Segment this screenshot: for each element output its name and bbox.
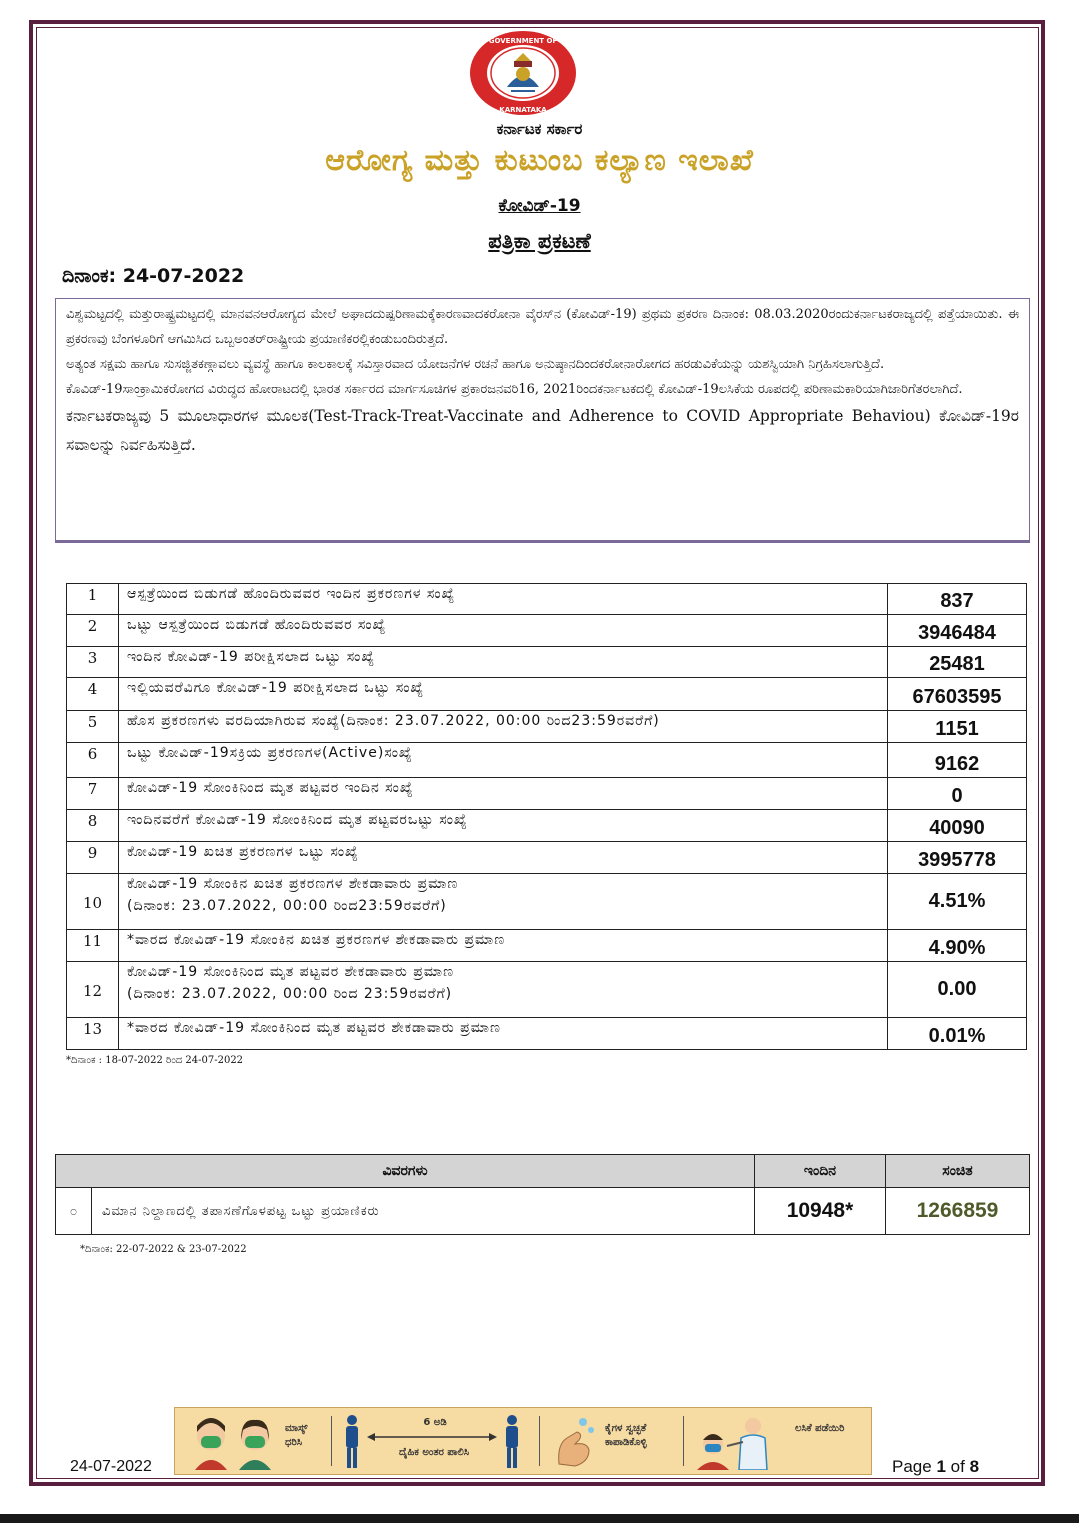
row-value: 1151 [888,711,1027,743]
divider [683,1416,684,1466]
row-description: ಇಂದಿನ ಕೋವಿಡ್-19 ಪರೀಕ್ಷಿಸಲಾದ ಒಟ್ಟು ಸಂಖ್ಯೆ [119,647,888,678]
row-value: 25481 [888,647,1027,678]
vaccination-icon [693,1414,779,1470]
intro-paragraph-3: ಕೊವಿಡ್-19ಸಾಂಕ್ರಾಮಿಕರೋಗದ ವಿರುದ್ಧದ ಹೋರಾಟದಲ್ಲಿ ಭಾರತ ಸರ್ಕಾರದ ಮಾರ್ಗಸೂಚಿಗಳ ಪ್ರಕಾರಜನವರಿ16, 2021ರಿಂದಕರ್ನಾಟಕದಲ್ಲಿ ಕೋವಿಡ್-19ಲಸಿಕೆಯ ರೂಪದಲ್ಲಿ ಪರಿಣಾಮಕಾರಿಯಾಗಿಜಾರಿಗೆತರಲಾಗಿದೆ. [66,382,963,397]
table-row [67,810,1027,842]
cumulative-value: 1266859 [886,1188,1030,1235]
row-value: 3995778 [888,842,1027,874]
seal-text-bottom: KARNATAKA [499,106,547,114]
airport-screening-table [55,1154,1030,1235]
hands-label: ಕೈಗಳ ಸ್ವಚ್ಛತೆ ಕಾಪಾಡಿಕೊಳ್ಳಿ [605,1423,647,1448]
statistics-table [66,583,1027,1050]
intro-paragraph-4: ಕರ್ನಾಟಕರಾಜ್ಯವು 5 ಮೂಲಾಧಾರಗಳ ಮೂಲಕ(Test-Track-Treat-Vaccinate and Adherence to COVID Appropriate Behaviou) ಕೋವಿಡ್-19ರ ಸವಾಲನ್ನು ನಿರ್ವಹಿಸುತ್ತಿದೆ. [66,407,1019,454]
row-value: 0.01% [888,1018,1027,1050]
row-description-line-2: (ದಿನಾಂಕ: 23.07.2022, 00:00 ರಿಂದ23:59ರವರೆಗೆ) [127,898,447,914]
row-value: 0.00 [888,962,1027,1018]
row-description: ಒಟ್ಟು ಆಸ್ಪತ್ರೆಯಿಂದ ಬಿಡುಗಡೆ ಹೊಂದಿರುವವರ ಸಂಖ್ಯೆ [119,615,888,647]
intro-paragraph-1: ವಿಶ್ವಮಟ್ಟದಲ್ಲಿ ಮತ್ತುರಾಷ್ಟ್ರಮಟ್ಟದಲ್ಲಿ ಮಾನವನಆರೋಗ್ಯದ ಮೇಲೆ ಅಘಾದದುಷ್ಪರಿಣಾಮಕ್ಕೆಕಾರಣವಾದಕರೋನಾ ವೈರಸ್‌ನ (ಕೋವಿಡ್-19) ಪ್ರಥಮ ಪ್ರಕರಣ ದಿನಾಂಕ: 08.03.2020ರಂದುಕರ್ನಾಟಕರಾಜ್ಯದಲ್ಲಿ ಪತ್ತೆಯಾಯಿತು. ಈ ಪ್ರಕರಣವು ಬೆಂಗಳೂರಿಗೆ ಆಗಮಿಸಿದ ಒಬ್ಬಅಂತರ್‌ರಾಷ್ಟ್ರೀಯ ಪ್ರಯಾಣಿಕರಲ್ಲಿಕಂಡುಬಂದಿರುತ್ತದೆ. [66,307,1019,347]
table-row [67,1018,1027,1050]
table-row [56,1188,1030,1235]
row-value: 67603595 [888,678,1027,711]
seal-text-top: GOVERNMENT OF [488,37,558,45]
row-description: ಕೋವಿಡ್-19 ಸೋಂಕಿನಿಂದ ಮೃತ ಪಟ್ಟವರ ಇಂದಿನ ಸಂಖ್ಯೆ [119,778,888,810]
table-row [67,842,1027,874]
row-number: ೦ [56,1188,92,1235]
person-right-icon [501,1414,523,1470]
footer-date: 24-07-2022 [70,1458,152,1475]
header-today: ಇಂದಿನ [755,1155,886,1188]
table-row [67,615,1027,647]
covid-heading: ಕೋವಿಡ್-19 [498,196,581,216]
weekly-footnote: *ದಿನಾಂಕ : 18-07-2022 ರಿಂದ 24-07-2022 [66,1055,244,1066]
vaccine-label: ಲಸಿಕೆ ಪಡೆಯಿರಿ [795,1423,845,1434]
divider [539,1416,540,1466]
mask-label: ಮಾಸ್ಕ್ ಧರಿಸಿ [285,1423,308,1448]
row-description: ಆಸ್ಪತ್ರೆಯಿಂದ ಬಿಡುಗಡೆ ಹೊಂದಿರುವವರ ಇಂದಿನ ಪ್ರಕರಣಗಳ ಸಂಖ್ಯೆ [119,584,888,615]
press-release-heading: ಪತ್ರಿಕಾ ಪ್ರಕಟಣೆ [488,229,591,253]
row-value: 40090 [888,810,1027,842]
row-description: *ವಾರದ ಕೋವಿಡ್-19 ಸೋಂಕಿನಿಂದ ಮೃತ ಪಟ್ಟವರ ಶೇಕಡಾವಾರು ಪ್ರಮಾಣ [119,1018,888,1050]
mask-faces-icon [189,1414,279,1470]
of-word: of [950,1457,965,1476]
row-description: ವಿಮಾನ ನಿಲ್ದಾಣದಲ್ಲಿ ತಪಾಸಣೆಗೊಳಪಟ್ಟ ಒಟ್ಟು ಪ್ರಯಾಣಿಕರು [92,1188,755,1235]
row-description [119,874,888,930]
table-row [67,711,1027,743]
row-value: 3946484 [888,615,1027,647]
table-row [67,930,1027,962]
row-description [119,962,888,1018]
header-cumulative: ಸಂಚಿತ [886,1155,1030,1188]
airport-footnote: *ದಿನಾಂಕ: 22-07-2022 & 23-07-2022 [80,1244,247,1255]
row-number: 5 [67,711,119,743]
row-description: ಒಟ್ಟು ಕೋವಿಡ್-19ಸಕ್ರಿಯ ಪ್ರಕರಣಗಳ(Active)ಸಂಖ್ಯೆ [119,743,888,778]
row-number: 12 [67,962,119,1018]
row-description-line-2: (ದಿನಾಂಕ: 23.07.2022, 00:00 ರಿಂದ 23:59ರವರೆಗೆ) [127,986,453,1002]
row-number: 3 [67,647,119,678]
row-number: 2 [67,615,119,647]
table-row [67,874,1027,930]
karnataka-seal-logo [467,29,579,117]
distance-label: ದೈಹಿಕ ಅಂತರ ಪಾಲಿಸಿ [398,1447,470,1458]
row-description: ಹೊಸ ಪ್ರಕರಣಗಳು ವರದಿಯಾಗಿರುವ ಸಂಖ್ಯೆ(ದಿನಾಂಕ: 23.07.2022, 00:00 ರಿಂದ23:59ರವರೆಗೆ) [119,711,888,743]
page-word: Page [892,1457,932,1476]
row-number: 13 [67,1018,119,1050]
person-left-icon [341,1414,363,1470]
row-number: 10 [67,874,119,930]
table-row [67,778,1027,810]
release-date: ದಿನಾಂಕ: 24-07-2022 [62,265,245,287]
divider [331,1416,332,1466]
header-details: ವಿವರಗಳು [56,1155,755,1188]
row-value: 9162 [888,743,1027,778]
table-row [67,678,1027,711]
government-name: ಕರ್ನಾಟಕ ಸರ್ಕಾರ [496,120,583,138]
department-title: ಆರೋಗ್ಯ ಮತ್ತು ಕುಟುಂಬ ಕಲ್ಯಾಣ ಇಲಾಖೆ [325,143,754,178]
table-row [67,647,1027,678]
row-value: 837 [888,584,1027,615]
row-description: ಇಲ್ಲಿಯವರೆವಿಗೂ ಕೋವಿಡ್-19 ಪರೀಕ್ಷಿಸಲಾದ ಒಟ್ಟು ಸಂಖ್ಯೆ [119,678,888,711]
today-value: 10948* [755,1188,886,1235]
distance-feet-label: 6 ಅಡಿ [423,1417,447,1428]
row-description: ಇಂದಿನವರೆಗೆ ಕೋವಿಡ್-19 ಸೋಂಕಿನಿಂದ ಮೃತ ಪಟ್ಟವರಒಟ್ಟು ಸಂಖ್ಯೆ [119,810,888,842]
page-indicator [892,1457,979,1477]
table-header-row [56,1155,1030,1188]
table-row [67,962,1027,1018]
distance-arrow-icon [367,1432,497,1442]
row-description: ಕೋವಿಡ್-19 ಖಚಿತ ಪ್ರಕರಣಗಳ ಒಟ್ಟು ಸಂಖ್ಯೆ [119,842,888,874]
row-number: 9 [67,842,119,874]
row-number: 6 [67,743,119,778]
row-description: *ವಾರದ ಕೋವಿಡ್-19 ಸೋಂಕಿನ ಖಚಿತ ಪ್ರಕರಣಗಳ ಶೇಕಡಾವಾರು ಪ್ರಮಾಣ [119,930,888,962]
row-number: 4 [67,678,119,711]
row-number: 11 [67,930,119,962]
page-total: 8 [969,1457,980,1476]
page-number: 1 [936,1457,946,1476]
table-row [67,743,1027,778]
table-row [67,584,1027,615]
row-number: 1 [67,584,119,615]
bottom-edge [0,1514,1079,1523]
intro-paragraph-2: ಅತ್ಯಂತ ಸಕ್ಷಮ ಹಾಗೂ ಸುಸಜ್ಜಿತಕಣ್ಗಾವಲು ವ್ಯವಸ್ಥೆ ಹಾಗೂ ಕಾಲಕಾಲಕ್ಕೆ ಸವಿಸ್ತಾರವಾದ ಯೋಜನೆಗಳ ರಚನೆ ಹಾಗೂ ಅನುಷ್ಠಾನದಿಂದಕರೋನಾರೋಗದ ಹರಡುವಿಕೆಯನ್ನು ಯಶಸ್ವಿಯಾಗಿ ನಿಗ್ರಹಿಸಲಾಗುತ್ತಿದೆ. [66,357,885,372]
row-description-line-1: ಕೋವಿಡ್-19 ಸೋಂಕಿನ ಖಚಿತ ಪ್ರಕರಣಗಳ ಶೇಕಡಾವಾರು ಪ್ರಮಾಣ [127,876,459,892]
handwash-icon [553,1414,599,1470]
intro-box [55,298,1030,543]
row-value: 4.51% [888,874,1027,930]
covid-behaviour-banner [174,1407,872,1475]
row-description-line-1: ಕೋವಿಡ್-19 ಸೋಂಕಿನಿಂದ ಮೃತ ಪಟ್ಟವರ ಶೇಕಡಾವಾರು ಪ್ರಮಾಣ [127,964,455,980]
row-number: 8 [67,810,119,842]
row-number: 7 [67,778,119,810]
row-value: 4.90% [888,930,1027,962]
row-value: 0 [888,778,1027,810]
